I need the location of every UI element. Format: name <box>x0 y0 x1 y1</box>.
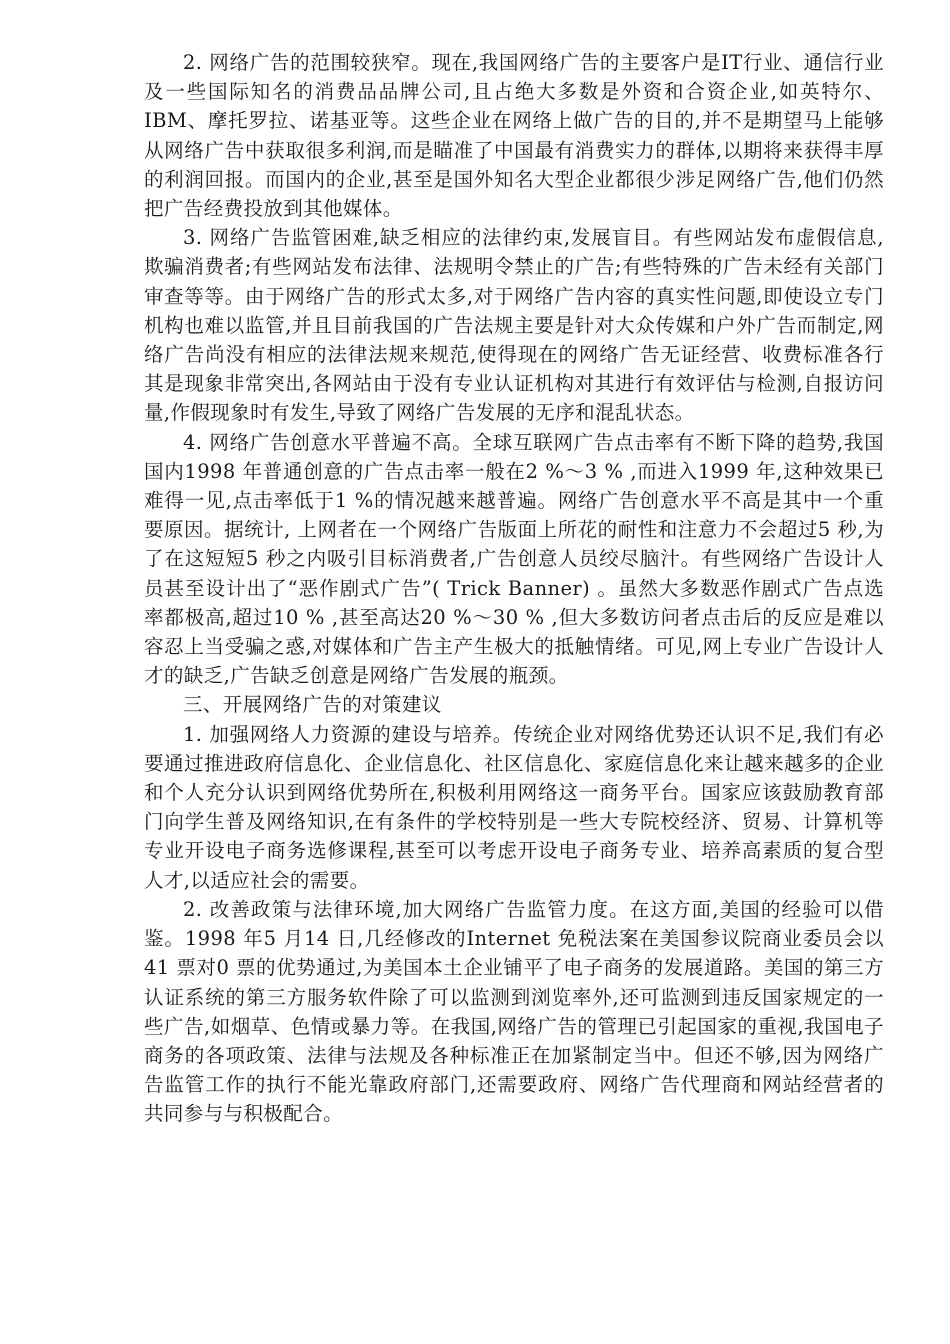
section-heading: 三、开展网络广告的对策建议 <box>183 693 442 717</box>
document-page <box>144 48 884 1129</box>
paragraph-policy-law: 2. 改善政策与法律环境,加大网络广告监管力度。在这方面,美国的经验可以借鉴。1998 年5 月14 日,几经修改的Internet 免税法案在美国参议院商业委员会以41 票对0 票的优势通过,为美国本土企业铺平了电子商务的发展道路。美国的第三方认证系统的第三方服务软件除了可以监测到浏览率外,还可监测到违反国家规定的一些广告,如烟草、色情或暴力等。在我国,网络广告的管理已引起国家的重视,我国电子商务的各项政策、法律与法规及各种标准正在加紧制定当中。但还不够,因为网络广告监管工作的执行不能光靠政府部门,还需要政府、网络广告代理商和网站经营者的共同参与与积极配合。 <box>144 897 884 1126</box>
paragraph-regulation-difficulty: 3. 网络广告监管困难,缺乏相应的法律约束,发展盲目。有些网站发布虚假信息,欺骗消费者;有些网站发布法律、法规明令禁止的广告;有些特殊的广告未经有关部门审查等等。由于网络广告的形式太多,对于网络广告内容的真实性问题,即使设立专门机构也难以监管,并且目前我国的广告法规主要是针对大众传媒和户外广告而制定,网络广告尚没有相应的法律法规来规范,使得现在的网络广告无证经营、收费标准各行其是现象非常突出,各网站由于没有专业认证机构对其进行有效评估与检测,自报访问量,作假现象时有发生,导致了网络广告发展的无序和混乱状态。 <box>144 226 884 425</box>
paragraph-creativity-low: 4. 网络广告创意水平普遍不高。全球互联网广告点击率有不断下降的趋势,我国国内1998 年普通创意的广告点击率一般在2 %～3 % ,而进入1999 年,这种效果已难得一见,点击率低于1 %的情况越来越普遍。网络广告创意水平不高是其中一个重要原因。据统计, 上网者在一个网络广告版面上所花的耐性和注意力不会超过5 秒,为了在这短短5 秒之内吸引目标消费者,广告创意人员绞尽脑汁。有些网络广告设计人员甚至设计出了“恶作剧式广告”( Trick Banner) 。虽然大多数恶作剧式广告点选率都极高,超过10 % ,甚至高达20 %～30 % ,但大多数访问者点击后的反应是难以容忍上当受骗之惑,对媒体和广告主产生极大的抵触情绪。可见,网上专业广告设计人才的缺乏,广告缺乏创意是网络广告发展的瓶颈。 <box>144 430 884 688</box>
paragraph-scope-narrow: 2. 网络广告的范围较狭窄。现在,我国网络广告的主要客户是IT行业、通信行业及一些国际知名的消费品品牌公司,且占绝大多数是外资和合资企业,如英特尔、IBM、摩托罗拉、诺基亚等。这些企业在网络上做广告的目的,并不是期望马上能够从网络广告中获取很多利润,而是瞄准了中国最有消费实力的群体,以期将来获得丰厚的利润回报。而国内的企业,甚至是国外知名大型企业都很少涉足网络广告,他们仍然把广告经费投放到其他媒体。 <box>144 51 884 221</box>
paragraph-human-resources: 1. 加强网络人力资源的建设与培养。传统企业对网络优势还认识不足,我们有必要通过推进政府信息化、企业信息化、社区信息化、家庭信息化来让越来越多的企业和个人充分认识到网络优势所在,积极利用网络这一商务平台。国家应该鼓励教育部门向学生普及网络知识,在有条件的学校特别是一些大专院校经济、贸易、计算机等专业开设电子商务选修课程,甚至可以考虑开设电子商务专业、培养高素质的复合型人才,以适应社会的需要。 <box>144 722 884 892</box>
